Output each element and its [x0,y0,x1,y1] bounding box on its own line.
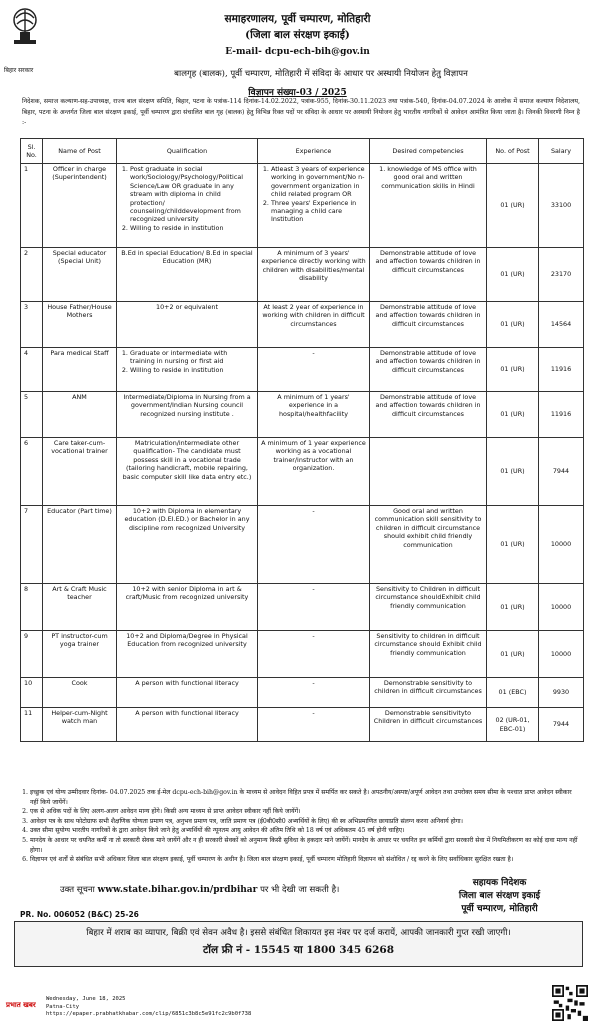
banner-text: बिहार में शराब का व्यापार, बिक्री एवं सेवन अवैध है। इससे संबंधित शिकायत इस नंबर पर दर्ज करायें, आपकी जानकारी गुप्त रखी जाएगी। [86,928,511,938]
cell-sl: 8 [21,584,43,631]
cell-qualification: 10+2 and Diploma/Degree in Physical Education from recognized university [117,631,258,678]
cell-qualification-item: 2. Willing to reside in institution [130,366,254,374]
cell-qualification: 10+2 with Diploma in elementary education (D.EI.ED.) or Bachelor in any discipline rom recognized University [117,506,258,584]
clip-city: Patna-City [46,1003,80,1010]
cell-competencies: Demonstrable attitude of love and affection towards children in difficult circumstances [370,348,487,392]
cell-qualification: 10+2 with senior Diploma in art & craft/Music from recognized university [117,584,258,631]
note-item: 2. एक से अधिक पदों के लिए अलग-अलग आवेदन मान्य होंगे। किसी अन्य माध्यम से प्राप्त आवेदन स्वीकार नहीं किये जायेंगें। [30,807,580,817]
cell-post-name: PT instructor-cum yoga trainer [43,631,117,678]
signature-block [412,877,587,916]
subject-line: बालगृह (बालक), पूर्वी चम्पारण, मोतिहारी में संविदा के आधार पर अस्थायी नियोजन हेतु विज्ञापन [174,69,468,79]
cell-posts: 01 (UR) [487,631,539,678]
cell-post-name: House Father/House Mothers [43,302,117,348]
cell-experience: - [258,631,370,678]
unit-title: (जिला बाल संरक्षण इकाई) [245,29,350,41]
cell-qualification-item: 1. Graduate or intermediate with training in nursing or first aid [130,349,254,366]
table-row [21,392,584,438]
cell-posts: 01 (UR) [487,164,539,248]
table-row [21,584,584,631]
url-line [60,884,339,895]
email-line: E-mail- dcpu-ech-bih@gov.in [225,47,370,57]
cell-post-name: Educator (Part time) [43,506,117,584]
cell-sl: 5 [21,392,43,438]
signatory-place: पूर्वी चम्पारण, मोतिहारी [461,904,538,914]
cell-experience: - [258,678,370,708]
cell-sl: 1 [21,164,43,248]
clip-date: Wednesday, June 18, 2025 [46,996,126,1002]
url-suffix: पर भी देखी जा सकती है। [260,885,340,895]
vacancy-table [20,138,584,742]
table-row [21,708,584,742]
cell-post-name: Officer in charge (Superintendent) [43,164,117,248]
cell-competencies: Good oral and written communication skill sensitivity to children in difficult circumstance should exhibit child friendly communication [370,506,487,584]
note-item: 6. विज्ञापन एवं शर्तों से संबंधित सभी अधिकार जिला बाल संरक्षण इकाई, पूर्वी चम्पारण के अधीन है। जिला बाल संरक्षण इकाई, पूर्वी चम्पारण मोतिहारी विज्ञापन को संशोधित / रद्द करने के लिए सर्वाधिकार सुरक्षित रखता है। [30,855,580,865]
clip-link[interactable]: https://epaper.prabhatkhabar.com/clip/6851c3b8c5e91fc2c9b0f738 [46,1011,252,1017]
table-row [21,164,584,248]
cell-competencies: Demonstrable sensitivityto Children in difficult circumstances [370,708,487,742]
header-sl: Sl. No. [21,139,43,164]
table-row [21,248,584,302]
note-item: 3. आवेदन पत्र के साथ फोटोग्राफ सभी शैक्षणिक योग्यता प्रमाण पत्र, अनुभव प्रमाण पत्र, जाति प्रमाण पत्र (ई0बी0सी0 अभ्यर्थियों के लिए) की स्व अभिप्रमाणित छायाप्रति संलग्न करना अनिवार्य होगा। [30,817,580,827]
cell-sl: 6 [21,438,43,506]
cell-qualification: Intermediate/Diploma in Nursing from a government/Indian Nursing council recognized nursing institute . [117,392,258,438]
header-salary: Salary [539,139,584,164]
table-row [21,348,584,392]
header-name: Name of Post [43,139,117,164]
url-prefix: उक्त सूचना [60,885,95,895]
cell-salary: 11916 [539,348,584,392]
cell-posts: 01 (UR) [487,392,539,438]
cell-experience: - [258,708,370,742]
cell-competencies: Sensitivity to Children in difficult circumstance shouldExhibit child friendly communication [370,584,487,631]
cell-competencies: Demonstrable attitude of love and affection towards children in difficult circumstances [370,248,487,302]
cell-salary: 14564 [539,302,584,348]
cell-qualification: A person with functional literacy [117,678,258,708]
cell-posts: 01 (UR) [487,506,539,584]
cell-qualification [117,348,258,392]
ad-number: विज्ञापन संख्या-03 / 2025 [248,88,347,98]
cell-post-name: Helper-cum-Night watch man [43,708,117,742]
cell-posts: 01 (UR) [487,438,539,506]
cell-sl: 4 [21,348,43,392]
cell-posts: 01 (UR) [487,348,539,392]
note-item: 4. उक्त सीमा सुयोग्य भारतीय नागरिकों के द्वारा आवेदन किये जाने हेतु अभ्यर्थियों की न्यूनतम आयु आवेदन की अंतिम तिथि को 18 वर्ष एवं अधिकतम 45 वर्ष होनी चाहिए। [30,826,580,836]
qr-code-icon[interactable] [552,985,588,1021]
cell-salary: 33100 [539,164,584,248]
cell-competencies: Demonstrable attitude of love and affection towards children in difficult circumstances [370,302,487,348]
table-row [21,506,584,584]
table-header-row [21,139,584,164]
cell-experience: - [258,584,370,631]
cell-competencies: Demonstrable sensitivity to children in difficult circumstances [370,678,487,708]
signatory-unit: जिला बाल संरक्षण इकाई [458,891,541,901]
cell-competencies [370,438,487,506]
cell-experience-item: 1. Atleast 3 years of experience working in government/No n-government organization in child related program OR [271,165,366,199]
table-row [21,438,584,506]
cell-salary: 10000 [539,584,584,631]
header-posts: No. of Post [487,139,539,164]
cell-qualification: Matriculation/intermediate other qualification- The candidate must possess skill in a vocational trade (tailoring handicraft, mobile repairing, basic computer skill like data entry etc.) [117,438,258,506]
cell-post-name: Special educator (Special Unit) [43,248,117,302]
cell-competencies: Demonstrable attitude of love and affection towards children in difficult circumstances [370,392,487,438]
cell-sl: 7 [21,506,43,584]
cell-posts: 01 (UR) [487,248,539,302]
cell-experience: A minimum of 3 years' experience directly working with children with disabilities/mental disability [258,248,370,302]
cell-competencies: 1. knowledge of MS office with good oral and written communication skills in Hindi [370,164,487,248]
cell-posts: 01 (UR) [487,584,539,631]
cell-salary: 11916 [539,392,584,438]
cell-salary: 23170 [539,248,584,302]
cell-salary: 9930 [539,678,584,708]
cell-experience: A minimum of 1 year experience working as a vocational trainer/instructor with an organization. [258,438,370,506]
cell-qualification [117,164,258,248]
cell-experience-item: 2. Three years' Experience in managing a child care Institution [271,199,366,224]
header-competencies: Desired competencies [370,139,487,164]
table-row [21,631,584,678]
cell-posts: 01 (UR) [487,302,539,348]
cell-sl: 10 [21,678,43,708]
cell-posts: 01 (EBC) [487,678,539,708]
notes-section [14,788,580,865]
pr-number: PR. No. 006052 (B&C) 25-26 [20,910,139,919]
cell-salary: 7944 [539,708,584,742]
cell-qualification-item: 1. Post graduate in social work/Sociology/Psychology/Political Science/Law OR graduate in any stream with diploma in child protection/ counseling/childdevelopment from recognized university [130,165,254,224]
header-experience: Experience [258,139,370,164]
clip-stamp [46,996,251,1019]
cell-posts: 02 (UR-01, EBC-01) [487,708,539,742]
cell-salary: 10000 [539,506,584,584]
cell-experience: At least 2 year of experience in working with children in difficult circumstances [258,302,370,348]
cell-qualification: A person with functional literacy [117,708,258,742]
office-title: समाहरणालय, पूर्वी चम्पारण, मोतिहारी [224,13,371,25]
cell-post-name: Art & Craft Music teacher [43,584,117,631]
cell-sl: 2 [21,248,43,302]
logo-caption: बिहार सरकार [4,67,34,74]
cell-qualification: 10+2 or equivalent [117,302,258,348]
header-qualification: Qualification [117,139,258,164]
cell-experience: - [258,348,370,392]
table-row [21,302,584,348]
cell-experience: - [258,506,370,584]
cell-post-name: Care taker-cum-vocational trainer [43,438,117,506]
note-item: 1. इच्छुक एवं योग्य उम्मीदवार दिनांक- 04.07.2025 तक ई-मेल dcpu-ech-bih@gov.in के माध्यम से आवेदन विहित प्रपत्र में समर्पित कर सकते है। अपठनीय/अस्पष्ट/अपूर्ण आवेदन तथा उपरोक्त समय सीमा के पश्चात प्राप्त आवेदन स्वीकार नहीं किये जायेंगें। [30,788,580,807]
tollfree-number: टॉल फ्री नं - 15545 या 1800 345 6268 [202,944,395,956]
cell-qualification-item: 2. Willing to reside in institution [130,224,254,232]
cell-salary: 10000 [539,631,584,678]
cell-sl: 9 [21,631,43,678]
cell-sl: 3 [21,302,43,348]
cell-experience [258,164,370,248]
cell-post-name: Para medical Staff [43,348,117,392]
intro-paragraph: निदेशक, समाज कल्याण-सह-उपाध्यक्ष, राज्य बाल संरक्षण समिति, बिहार, पटना के पत्रांक-114 दिनांक-14.02.2022, पत्रांक-955, दिनांक-30.11.2023 तथा पत्रांक-540, दिनांक-04.07.2024 के आलोक में समाज कल्याण निदेशालय, बिहार, पटना के अन्तर्गत जिला बाल संरक्षण इकाई, पूर्वी चम्पारण द्वारा संचालित बाल गृह (बालक) हेतु विभिन्न रिक्त पदों पर संविदा के आधार पर अस्थायी नियोजन हेतु भारतीय नागरिकों से आवेदन आमंत्रित किया जाता है। जिनकी विवरणी निम्न है :- [22,98,580,126]
cell-qualification: B.Ed in special Education/ B.Ed in special Education (MR) [117,248,258,302]
website-link[interactable]: www.state.bihar.gov.in/prdbihar [97,885,258,895]
cell-post-name: Cook [43,678,117,708]
cell-sl: 11 [21,708,43,742]
cell-post-name: ANM [43,392,117,438]
newspaper-logo: प्रभात खबर [6,1000,36,1009]
cell-experience: A minimum of 1 years' experience in a hospital/healthfacility [258,392,370,438]
cell-salary: 7944 [539,438,584,506]
note-item: 5. मानदेय के आधार पर चयनित कर्मी ना तो सरकारी सेवक माने जायेंगें और न ही सरकारी सेवकों को अनुमान्य किसी सुविधा के हकदार माने जायेंगें। मानदेय के आधार पर चयनित इन कर्मियों द्वारा सरकारी सेवा में नियमितीकरण का कोई दावा मान्य नहीं होगा। [30,836,580,855]
signatory-designation: सहायक निदेशक [472,878,527,888]
table-row [21,678,584,708]
cell-competencies: Sensitivity to children in difficult circumstance should Exhibit child friendly communication [370,631,487,678]
liquor-ban-banner [14,921,583,967]
